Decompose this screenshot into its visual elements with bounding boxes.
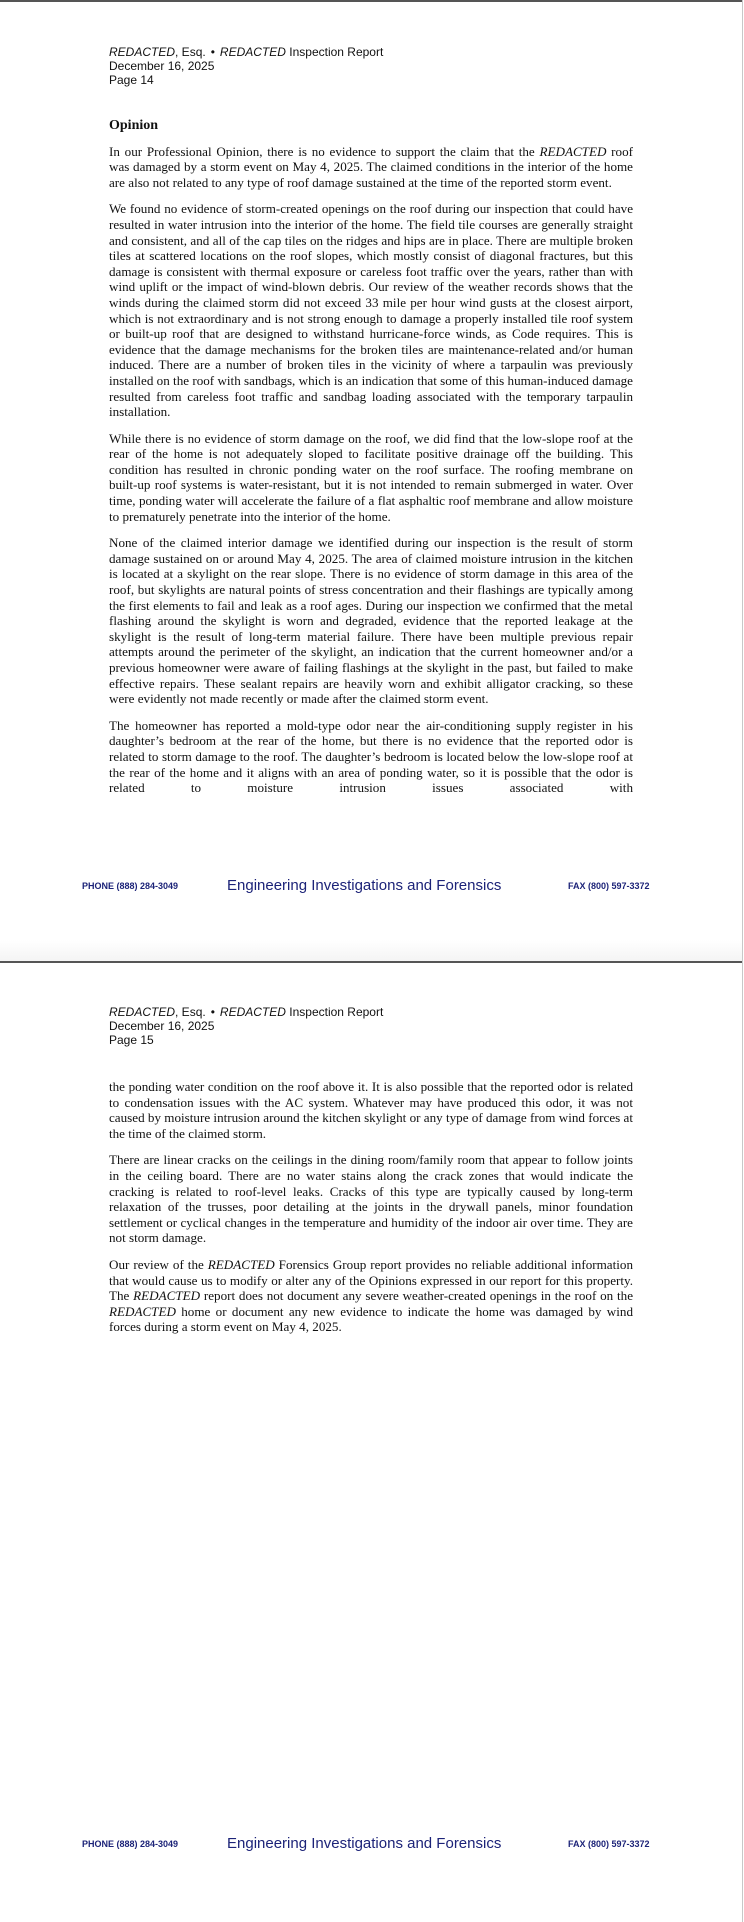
- header-separator: •: [210, 1005, 215, 1019]
- paragraph-text: Our review of the: [109, 1256, 208, 1272]
- footer-phone: PHONE (888) 284-3049: [82, 881, 179, 891]
- paragraph-text: roof was damaged by a storm event on May 4, 2025. The claimed conditions in the interior of the home are also not related to any type of roof damage sustained at the time of the reported storm event.: [109, 143, 633, 190]
- page-body: [109, 118, 633, 807]
- footer-fax: FAX (800) 597-3372: [568, 881, 650, 891]
- redacted-name: REDACTED: [207, 1256, 275, 1272]
- page-body: [109, 1079, 633, 1346]
- footer-fax: FAX (800) 597-3372: [568, 1839, 650, 1849]
- paragraph: While there is no evidence of storm damage on the roof, we did find that the low-slope roof at the rear of the home is not adequately sloped to facilitate positive drainage off the building. This condition has resulted in chronic ponding water on the roof surface. The roofing membrane on built-up roof systems is water-resistant, but it is not intended to remain submerged in water. Over time, ponding water will accelerate the failure of a flat asphaltic roof membrane and allow moisture to prematurely penetrate into the interior of the home.: [109, 430, 633, 524]
- paragraph: [109, 1257, 633, 1335]
- page-header: [109, 1005, 383, 1047]
- redacted-name: REDACTED: [539, 143, 607, 159]
- header-page-number: Page 15: [109, 1033, 154, 1047]
- header-title-line: [109, 1005, 383, 1019]
- page-footer: [0, 1835, 742, 1855]
- paragraph: None of the claimed interior damage we identified during our inspection is the result of storm damage sustained on or around May 4, 2025. The area of claimed moisture intrusion in the kitchen is located at a skylight on the rear slope. There is no evidence of storm damage in this area of the roof, but skylights are natural points of stress concentration and their flashings are typically among the first elements to fail and leak as a roof ages. During our inspection we confirmed that the metal flashing around the skylight is worn and degraded, evidence that the reported leakage at the skylight is the result of long-term material failure. There have been multiple previous repair attempts around the perimeter of the skylight, an indication that the current homeowner and/or a previous homeowner were aware of failing flashings at the skylight in the past, but failed to make effective repairs. These sealant repairs are heavily worn and exhibit alligator cracking, so these were evidently not made recently or made after the claimed storm event.: [109, 535, 633, 707]
- header-subject: REDACTED: [219, 45, 286, 59]
- header-page-number: Page 14: [109, 73, 154, 87]
- paragraph: [109, 144, 633, 191]
- header-date: December 16, 2025: [109, 59, 215, 73]
- page-header: [109, 45, 383, 87]
- page-14: [0, 0, 742, 962]
- header-title-line: [109, 45, 383, 59]
- paragraph: the ponding water condition on the roof above it. It is also possible that the reported odor is related to condensation issues with the AC system. Whatever may have produced this odor, it was not caused by moisture intrusion around the kitchen skylight or any type of damage from wind forces at the time of the claimed storm.: [109, 1079, 633, 1141]
- header-date: December 16, 2025: [109, 1019, 215, 1033]
- header-client-suffix: , Esq.: [175, 45, 206, 59]
- viewer-edge: [742, 0, 743, 1922]
- paragraph-text: In our Professional Opinion, there is no evidence to support the claim that the: [109, 143, 540, 159]
- paragraph-text: Forensics Group report provides no reliable additional information that would cause us to modify or alter any of the Opinions expressed in our report for this property. The: [109, 1256, 633, 1304]
- paragraph: We found no evidence of storm-created openings on the roof during our inspection that could have resulted in water intrusion into the interior of the home. The field tile courses are generally straight and consistent, and all of the cap tiles on the ridges and hips are in place. There are multiple broken tiles at scattered locations on the roof slopes, which mostly consist of diagonal fractures, but this damage is consistent with thermal exposure or careless foot traffic over the years, rather than with wind uplift or the impact of wind-blown debris. Our review of the weather records shows that the winds during the claimed storm did not exceed 33 mile per hour wind gusts at the closest airport, which is not extraordinary and is not strong enough to damage a properly installed tile roof system or built-up roof that are designed to withstand hurricane-force winds, as Code requires. This is evidence that the damage mechanisms for the broken tiles are maintenance-related and/or human induced. There are a number of broken tiles in the vicinity of where a tarpaulin was previously installed on the roof with sandbags, which is an indication that some of this human-induced damage resulted from careless foot traffic and sandbag loading associated with the temporary tarpaulin installation.: [109, 201, 633, 420]
- footer-firm-tagline: Engineering Investigations and Forensics: [227, 877, 502, 894]
- page-shadow: [0, 940, 742, 962]
- paragraph: The homeowner has reported a mold-type odor near the air-conditioning supply register in his daughter’s bedroom at the rear of the home, but there is no evidence that the reported odor is related to storm damage to the roof. The daughter’s bedroom is located below the low-slope roof at the rear of the home and it aligns with an area of ponding water, so it is possible that the odor is related to moisture intrusion issues associated with: [109, 717, 633, 796]
- paragraph-text: home or document any new evidence to indicate the home was damaged by wind forces during a storm event on May 4, 2025.: [109, 1303, 633, 1335]
- footer-phone: PHONE (888) 284-3049: [82, 1839, 179, 1849]
- paragraph-text: report does not document any severe weather-created openings in the roof on the: [200, 1288, 633, 1304]
- header-client: REDACTED: [109, 45, 176, 59]
- header-report-label: Inspection Report: [285, 45, 384, 59]
- page-15: [0, 963, 742, 1922]
- header-separator: •: [210, 45, 215, 59]
- footer-firm-tagline: Engineering Investigations and Forensics: [227, 1835, 502, 1852]
- redacted-name: REDACTED: [133, 1288, 201, 1304]
- paragraph: There are linear cracks on the ceilings in the dining room/family room that appear to follow joints in the ceiling board. There are no water stains along the crack zones that would indicate the cracking is related to roof-level leaks. Cracks of this type are typically caused by long-term relaxation of the trusses, poor detailing at the joints in the drywall panels, minor foundation settlement or cyclical changes in the temperature and humidity of the indoor air over time. They are not storm damage.: [109, 1152, 633, 1246]
- section-heading-opinion: Opinion: [109, 118, 159, 133]
- header-client: REDACTED: [109, 1005, 176, 1019]
- header-subject: REDACTED: [219, 1005, 286, 1019]
- redacted-name: REDACTED: [109, 1303, 176, 1319]
- header-report-label: Inspection Report: [285, 1005, 384, 1019]
- header-client-suffix: , Esq.: [175, 1005, 206, 1019]
- page-footer: [0, 877, 742, 897]
